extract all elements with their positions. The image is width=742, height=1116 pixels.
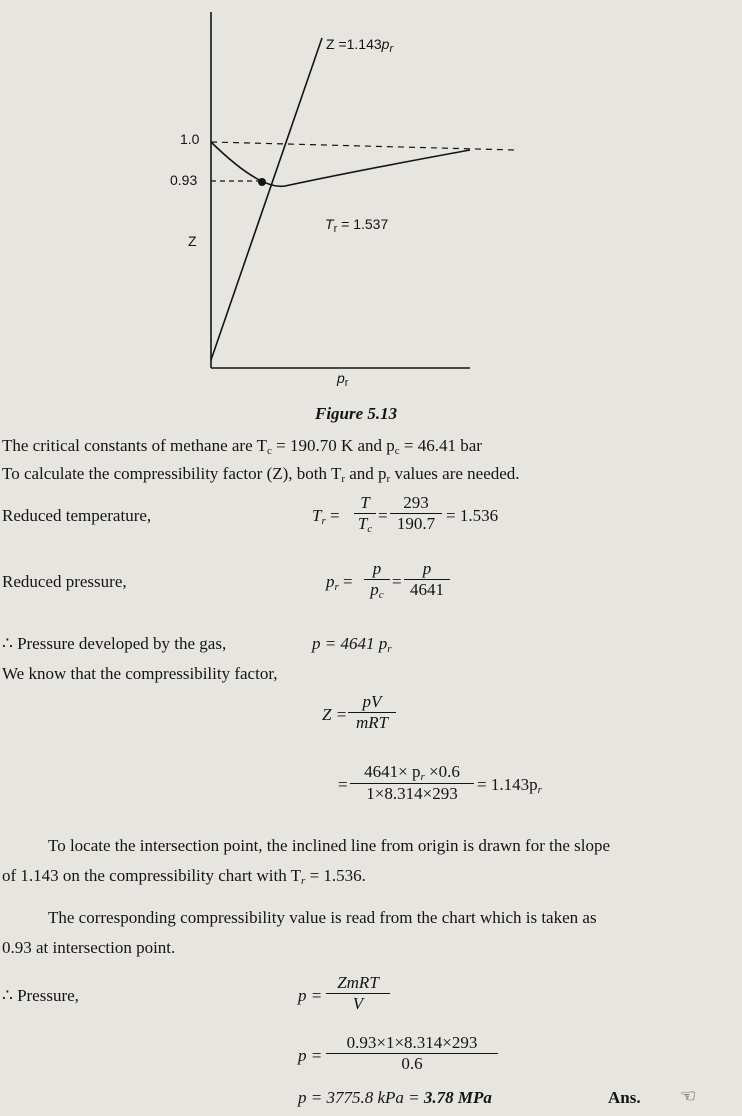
- z2-result: = $1.143p_r$: [477, 775, 542, 796]
- pr-frac1: $\frac{p}{p_c}$: [364, 559, 390, 601]
- reduced-temp-label: Reduced temperature,: [2, 506, 152, 525]
- y-label: Z: [188, 233, 197, 249]
- dashed-line-1: [211, 142, 515, 150]
- know-z: We know that the compressibility factor,: [2, 664, 278, 683]
- p1-frac: ZmRT V: [326, 973, 390, 1014]
- p1-lhs: p =: [298, 986, 323, 1005]
- pr-lhs: $p_r$ =: [326, 572, 353, 593]
- p3-line: p = 3775.8 kPa = 3.78 MPa: [298, 1088, 492, 1107]
- z-lhs: Z =: [322, 705, 348, 724]
- x-label: $p_r$: [337, 370, 349, 389]
- tr-eq2: =: [378, 506, 388, 525]
- tick-093: 0.93: [170, 172, 198, 188]
- pressure-dev-label: ∴ Pressure developed by the gas,: [2, 634, 227, 653]
- corr-para2: 0.93 at intersection point.: [2, 938, 176, 957]
- ans-label: Ans.: [608, 1088, 641, 1107]
- tr-lhs: $T_r$ =: [312, 506, 340, 527]
- tr-result: = 1.536: [446, 506, 499, 525]
- intersection-point: [258, 178, 266, 186]
- tr-frac2: $\frac{293}{190.7}$: [390, 493, 442, 534]
- therefore-pressure: ∴ Pressure,: [2, 986, 79, 1005]
- compressibility-chart: [0, 0, 742, 400]
- p2-frac: $\frac{0.93\times 1\times 8.314\times 293}{0.6}$: [326, 1033, 498, 1074]
- reduced-press-label: Reduced pressure,: [2, 572, 127, 591]
- corr-para: The corresponding compressibility value is read from the chart which is taken as: [48, 908, 597, 927]
- curve-label: $T_r = 1.537$: [325, 216, 389, 235]
- line-label: $Z =1.143p_r$: [326, 36, 394, 55]
- pointing-hand-icon: ☜: [680, 1086, 697, 1106]
- pr-eq2: =: [392, 572, 402, 591]
- tr-frac1: $\frac{T}{T_c}$: [354, 493, 376, 535]
- z2-frac: $\frac{4641\times p_r \times 0.6}{1\times 8.314\times 293}$: [350, 762, 474, 804]
- pr-frac2: $\frac{p}{4641}$: [404, 559, 450, 600]
- calc-sentence: To calculate the compressibility factor (Z), both $T_r$ and $p_r$ values are needed.: [2, 464, 520, 485]
- tr-curve: [211, 142, 470, 186]
- locate-para: To locate the intersection point, the inclined line from origin is drawn for the slope: [48, 836, 611, 855]
- locate-para2: of 1.143 on the compressibility chart with $T_r = 1.536$.: [2, 866, 366, 887]
- slope-line: [211, 38, 322, 360]
- tick-1: 1.0: [180, 131, 200, 147]
- z-frac: pV mRT: [348, 692, 396, 733]
- p2-lhs: p =: [298, 1046, 323, 1065]
- figure-caption: Figure 5.13: [315, 404, 398, 423]
- critical-constants-line: The critical constants of methane are $T_c = 190.70$ K and $p_c = 46.41$ bar: [2, 436, 482, 457]
- z2-eq: =: [338, 775, 348, 794]
- pressure-dev-eq: p = 4641 $p_r$: [312, 634, 392, 655]
